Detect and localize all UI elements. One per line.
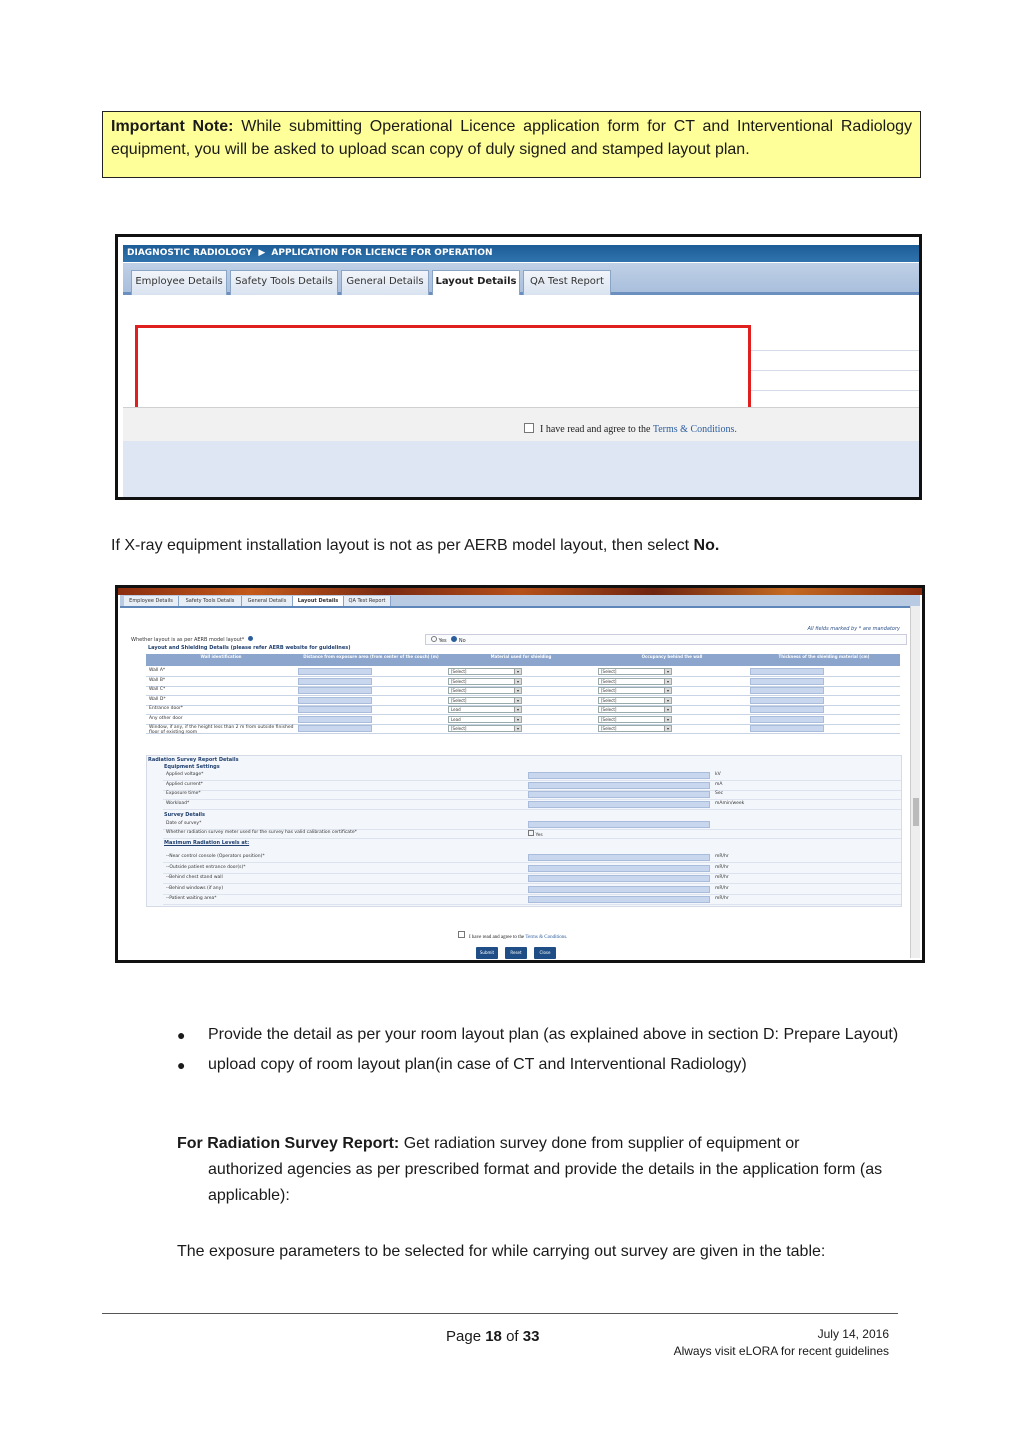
material-select[interactable] [448,678,522,685]
application-title-bar [123,245,921,262]
form-row-divider [749,390,921,391]
material-select[interactable] [448,697,522,704]
material-value: [Select] [451,678,467,684]
equipment-label: Applied current* [166,781,203,787]
distance-input[interactable] [298,697,372,704]
level-input[interactable] [528,875,710,882]
level-input[interactable] [528,865,710,872]
layout-question-text: Whether layout is as per AERB model layout* [131,637,245,643]
calibration-label: Whether radiation survey meter used for the survey has valid calibration certificate* [166,830,357,835]
wall-row [146,677,900,687]
tab-bar [120,595,920,608]
important-note-label: Important Note: [111,118,234,135]
occupancy-value: [Select] [601,697,617,703]
layout-section-heading: Layout and Shielding Details (please refer AERB website for guidelines) [148,645,351,651]
tab-safety-tools-details[interactable]: Safety Tools Details [179,596,242,606]
equipment-label: Workload* [166,800,190,806]
tab-layout-details[interactable]: Layout Details [432,270,520,297]
level-row [163,853,901,863]
wall-label: Entrance door* [149,706,184,711]
scrollbar-thumb[interactable] [913,798,919,826]
material-value: Lead [451,716,461,722]
exposure-parameters-text: The exposure parameters to be selected for while carrying out survey are given in the table: [177,1243,826,1260]
level-input[interactable] [528,886,710,893]
level-unit: mR/hr [715,896,729,901]
layout-form-screenshot [115,585,925,963]
radiation-survey-label: For Radiation Survey Report: [177,1135,400,1152]
wall-row [146,686,900,696]
occupancy-value: [Select] [601,669,617,674]
material-select[interactable] [448,668,522,675]
col-material: Material used for shielding [490,654,552,659]
form-footer [123,441,921,497]
level-row [163,874,901,884]
col-distance: Distance from exposure area (from center of the couch) (m) [303,654,439,659]
level-label: --Patient waiting area* [166,896,217,901]
equipment-settings-heading: Equipment Settings [164,764,220,770]
page-total: 33 [522,1328,540,1345]
layout-details-screenshot [115,234,922,500]
material-select[interactable] [448,725,522,732]
material-select[interactable] [448,687,522,694]
occupancy-value: [Select] [601,716,617,722]
footer-rule [102,1313,898,1314]
distance-input[interactable] [298,678,372,685]
equipment-unit: kV [715,772,721,777]
mandatory-note: All fields marked by * are mandatory [807,626,900,632]
layout-question [131,636,253,643]
chevron-down-icon: ▾ [664,688,671,693]
tab-employee-details[interactable]: Employee Details [131,270,227,295]
tab-layout-details[interactable]: Layout Details [293,596,344,606]
list-item [177,1052,907,1078]
terms-agreement [524,423,737,435]
occupancy-value: [Select] [601,726,617,731]
chevron-down-icon: ▾ [664,717,671,722]
level-label: --Behind windows (if any) [166,885,224,891]
material-select[interactable] [448,716,522,723]
page-of: of [506,1328,519,1345]
page-current: 18 [485,1328,502,1345]
chevron-down-icon: ▾ [514,669,521,674]
level-unit: mR/hr [715,864,729,870]
instruction-emphasis: No. [693,537,720,554]
radio-yes[interactable] [431,636,437,642]
footer-visit-note: Always visit eLORA for recent guidelines [673,1344,889,1358]
bullet-text: upload copy of room layout plan(in case of CT and Interventional Radiology) [208,1056,747,1073]
radiation-survey-text-rest: authorized agencies as per prescribed format and provide the details in the application form (as applicable): [208,1161,883,1204]
equipment-row [163,790,901,800]
material-value: [Select] [451,697,467,703]
equipment-unit: mAmin/week [715,800,745,806]
bullet-dot-icon: ● [177,1057,186,1073]
max-levels-heading: Maximum Radiation Levels at: [164,840,250,846]
calibration-row [163,829,901,839]
distance-input[interactable] [298,725,372,732]
form-row-divider [749,350,921,351]
important-note-box [102,111,921,178]
material-value: [Select] [451,688,467,693]
walls-table-header [146,654,900,666]
wall-row [146,715,900,725]
level-unit: mR/hr [715,885,729,891]
level-unit: mR/hr [715,875,729,880]
chevron-down-icon: ▾ [514,717,521,722]
material-value: [Select] [451,726,467,731]
col-thickness: Thickness of the shielding material (cm) [778,654,870,659]
radio-yes-label: Yes [438,638,447,644]
tab-employee-details[interactable]: Employee Details [124,596,179,606]
occupancy-select[interactable] [598,668,672,675]
equipment-input[interactable] [528,782,710,789]
occupancy-value: [Select] [601,688,617,693]
chevron-down-icon: ▾ [664,698,671,703]
level-input[interactable] [528,896,710,903]
occupancy-select[interactable] [598,725,672,732]
terms-conditions-link[interactable]: Terms & Conditions. [525,935,568,940]
col-wall-identification: Wall identification [200,654,242,659]
terms-checkbox[interactable] [458,931,465,938]
distance-input[interactable] [298,716,372,723]
tab-qa-test-report[interactable]: QA Test Report [344,596,391,606]
equipment-row [163,800,901,810]
thickness-input[interactable] [750,678,824,685]
chevron-down-icon: ▾ [514,726,521,731]
thickness-input[interactable] [750,725,824,732]
wall-row [146,696,900,706]
header-banner [118,588,922,595]
material-value: [Select] [451,669,467,674]
distance-input[interactable] [298,706,372,713]
wall-row [146,705,900,715]
wall-row [146,667,900,677]
reset-button[interactable]: Reset [505,947,527,959]
chevron-down-icon: ▾ [664,679,671,684]
level-input[interactable] [528,854,710,861]
material-value: Lead [451,707,461,712]
tab-general-details[interactable]: General Details [341,270,429,295]
distance-input[interactable] [298,668,372,675]
chevron-down-icon: ▾ [664,669,671,674]
material-select[interactable] [448,706,522,713]
distance-input[interactable] [298,687,372,694]
terms-checkbox[interactable] [524,423,534,433]
radio-no[interactable] [451,636,457,642]
radiation-survey-paragraph [177,1131,907,1209]
terms-agree-text: I have read and agree to the [469,935,525,940]
equipment-input[interactable] [528,791,710,798]
calibration-checkbox[interactable] [528,830,534,836]
calibration-yes-label: Yes [535,833,543,838]
col-occupancy: Occupancy behind the wall [641,654,703,659]
occupancy-value: [Select] [601,707,617,712]
level-unit: mR/hr [715,854,729,859]
close-button[interactable]: Close [534,947,556,959]
occupancy-select[interactable] [598,697,672,704]
instruction-paragraph [111,536,719,556]
equipment-unit: Sec [715,791,724,796]
vertical-scrollbar[interactable] [910,606,920,958]
survey-details-heading: Survey Details [164,812,205,818]
bullet-list [177,1022,907,1082]
chevron-down-icon: ▾ [664,726,671,731]
instruction-text: If X-ray equipment installation layout is not as per AERB model layout, then select [111,537,690,554]
level-label: --Near control console (Operators position)* [166,854,265,859]
page-number [446,1328,539,1345]
wall-label: Wall D* [149,696,166,702]
terms-conditions-link[interactable]: Terms & Conditions. [652,424,737,435]
agree-strip [123,407,921,442]
form-row-divider [749,370,921,371]
chevron-down-icon: ▾ [514,698,521,703]
submit-button[interactable]: Submit [476,947,498,959]
equipment-input[interactable] [528,801,710,808]
help-icon[interactable] [248,636,253,641]
highlight-rectangle [135,325,751,414]
level-label: --Outside patient entrance door(s)* [166,864,246,870]
important-note-text: While submitting Operational Licence application form for CT and Interventional Radiology equipment, you will be asked to upload scan copy of duly signed and stamped layout plan. [111,118,913,158]
survey-section-heading: Radiation Survey Report Details [148,757,239,763]
tab-safety-tools-details[interactable]: Safety Tools Details [230,270,338,295]
level-label: --Behind chest stand wall [166,875,223,880]
wall-label: Any other door [149,715,183,721]
calibration-checkbox-group [528,830,543,838]
thickness-input[interactable] [750,687,824,694]
title-application: APPLICATION FOR LICENCE FOR OPERATION [271,248,493,258]
bullet-dot-icon: ● [177,1027,186,1043]
layout-question-box [425,634,907,645]
thickness-input[interactable] [750,716,824,723]
tab-general-details[interactable]: General Details [242,596,293,606]
tab-bar [123,263,921,295]
equipment-label: Applied voltage* [166,772,204,777]
wall-label: Window, if any, if the height less than 2 m from outside finished floor of existing room [149,725,294,735]
equipment-label: Exposure time* [166,791,201,796]
thickness-input[interactable] [750,697,824,704]
level-row [163,885,901,895]
chevron-down-icon: ▾ [514,688,521,693]
occupancy-select[interactable] [598,706,672,713]
bullet-text: Provide the detail as per your room layout plan (as explained above in section D: Prepare Layout) [208,1026,899,1043]
occupancy-select[interactable] [598,716,672,723]
radiation-survey-text-first: Get radiation survey done from supplier of equipment or [403,1135,800,1152]
terms-agree-text: I have read and agree to the [540,424,651,435]
wall-label: Wall C* [149,687,166,692]
breadcrumb-arrow-icon: ▶ [258,248,266,258]
equipment-row [163,781,901,791]
wall-label: Wall B* [149,677,166,683]
title-diagnostic-radiology: DIAGNOSTIC RADIOLOGY [127,248,253,258]
occupancy-select[interactable] [598,687,672,694]
chevron-down-icon: ▾ [514,679,521,684]
equipment-input[interactable] [528,772,710,779]
date-of-survey-label: Date of survey* [166,821,202,826]
date-of-survey-input[interactable] [528,821,710,828]
thickness-input[interactable] [750,668,824,675]
level-row [163,895,901,905]
occupancy-select[interactable] [598,678,672,685]
equipment-unit: mA [715,781,723,787]
wall-row [146,724,900,734]
chevron-down-icon: ▾ [664,707,671,712]
level-row [163,864,901,874]
list-item [177,1022,907,1048]
tab-qa-test-report[interactable]: QA Test Report [523,270,611,295]
radio-no-label: No [458,638,466,644]
equipment-row [163,771,901,781]
page-prefix: Page [446,1328,482,1345]
occupancy-value: [Select] [601,678,617,684]
terms-agreement [458,931,567,940]
chevron-down-icon: ▾ [514,707,521,712]
layout-radio-group [431,636,466,644]
thickness-input[interactable] [750,706,824,713]
footer-date: July 14, 2016 [817,1327,889,1341]
wall-label: Wall A* [149,668,166,673]
